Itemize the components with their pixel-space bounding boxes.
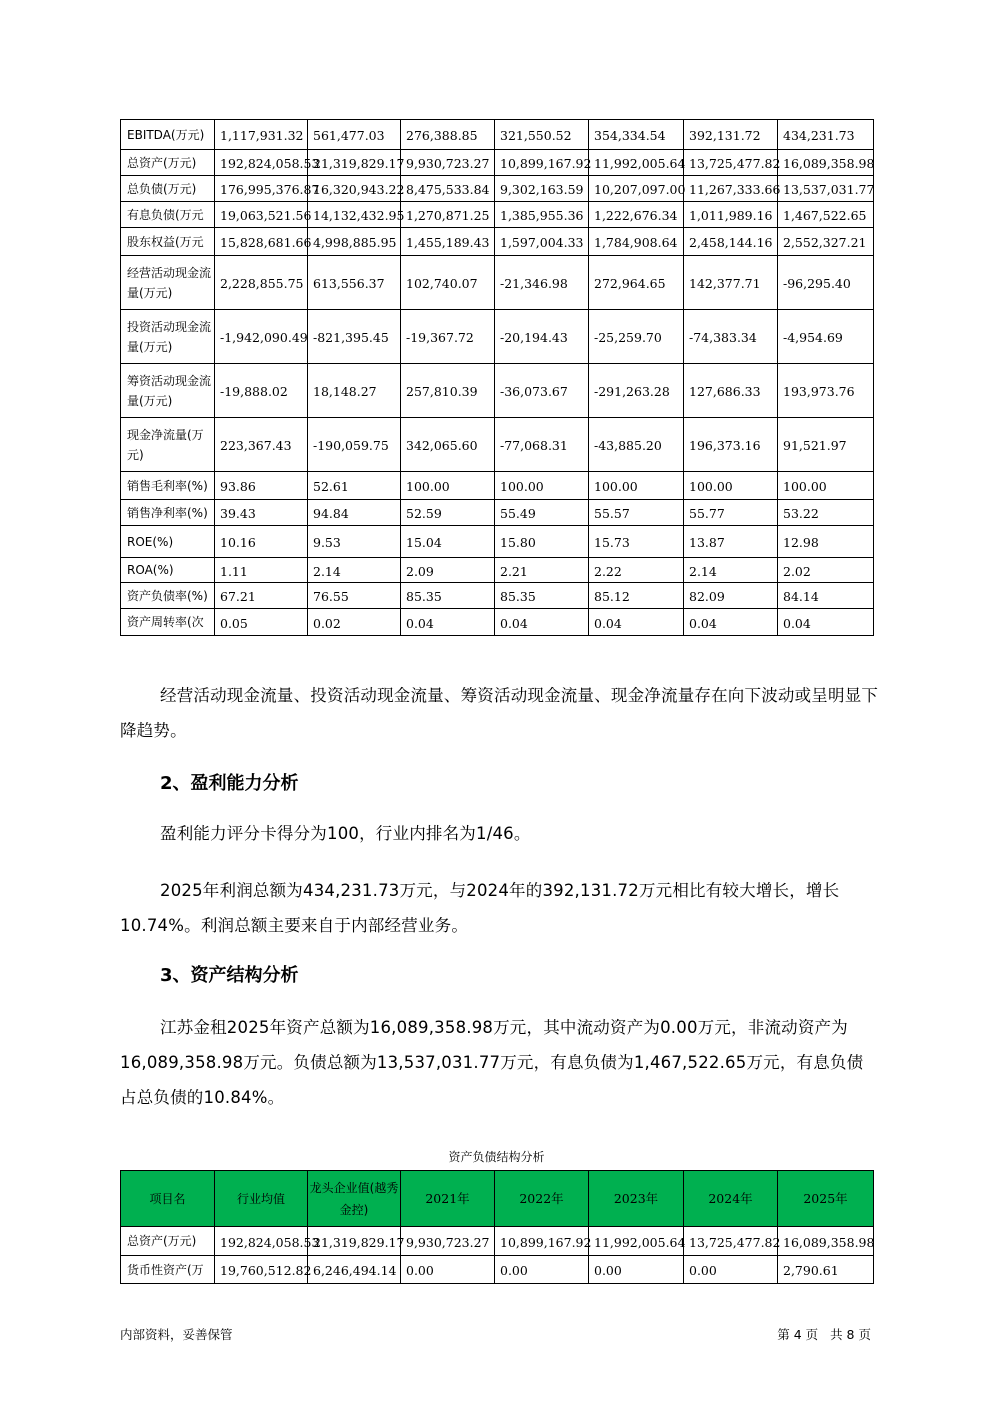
table-cell: 2,458,144.16 — [684, 228, 778, 256]
table-row — [121, 609, 874, 636]
footer-confidential: 内部资料，妥善保管 — [120, 1327, 233, 1342]
row-label: 销售毛利率(%) — [121, 472, 215, 500]
header-cell: 2021年 — [401, 1171, 495, 1227]
table-cell: 193,973.76 — [778, 364, 874, 418]
table-cell: -19,888.02 — [215, 364, 308, 418]
row-label: ROA(%) — [121, 558, 215, 583]
table-cell: 192,824,058.53 — [215, 1227, 308, 1256]
table-cell: -19,367.72 — [401, 310, 495, 364]
table-cell: 354,334.54 — [589, 120, 684, 150]
table-cell: 15.73 — [589, 526, 684, 558]
table-cell: 52.59 — [401, 500, 495, 526]
header-cell: 2025年 — [778, 1171, 874, 1227]
row-label: ROE(%) — [121, 526, 215, 558]
table-cell: 55.57 — [589, 500, 684, 526]
debt-table-caption: 资产负债结构分析 — [448, 1150, 545, 1164]
table-cell: 100.00 — [684, 472, 778, 500]
row-label: 总负债(万元) — [121, 176, 215, 202]
asset-structure-paragraph: 江苏金租2025年资产总额为16,089,358.98万元，其中流动资产为0.00万元，非流动资产为16,089,358.98万元。负债总额为13,537,031.77万元，有息负债为1,467,522.65万元，有息负债占总负债的10.84%。 — [120, 1018, 864, 1107]
table-cell: 2.14 — [684, 558, 778, 583]
table-cell: 196,373.16 — [684, 418, 778, 472]
table-cell: 342,065.60 — [401, 418, 495, 472]
table-cell: 176,995,376.87 — [215, 176, 308, 202]
table-cell: 434,231.73 — [778, 120, 874, 150]
table-cell: 21,319,829.17 — [308, 150, 401, 176]
table-row — [121, 228, 874, 256]
row-label: 有息负债(万元 — [121, 202, 215, 228]
table-cell: 39.43 — [215, 500, 308, 526]
table-cell: 0.04 — [589, 609, 684, 636]
table-cell: 2,790.61 — [778, 1256, 874, 1284]
table-cell: 561,477.03 — [308, 120, 401, 150]
table-cell: 13,725,477.82 — [684, 1227, 778, 1256]
row-label: 销售净利率(%) — [121, 500, 215, 526]
table-cell: 2.09 — [401, 558, 495, 583]
table-cell: 13,725,477.82 — [684, 150, 778, 176]
header-cell: 龙头企业值(越秀金控) — [308, 1171, 401, 1227]
table-cell: 192,824,058.53 — [215, 150, 308, 176]
table-row — [121, 558, 874, 583]
table-cell: 67.21 — [215, 583, 308, 609]
table-cell: 16,089,358.98 — [778, 1227, 874, 1256]
table-cell: -43,885.20 — [589, 418, 684, 472]
table-cell: 11,992,005.64 — [589, 1227, 684, 1256]
cashflow-paragraph: 经营活动现金流量、投资活动现金流量、筹资活动现金流量、现金净流量存在向下波动或呈明显下降趋势。 — [120, 686, 879, 740]
table-cell: -25,259.70 — [589, 310, 684, 364]
table-row — [121, 583, 874, 609]
table-cell: 18,148.27 — [308, 364, 401, 418]
table-cell: 53.22 — [778, 500, 874, 526]
table-row — [121, 176, 874, 202]
asset-liability-table — [120, 1170, 874, 1284]
header-cell: 项目名 — [121, 1171, 215, 1227]
table-cell: 55.77 — [684, 500, 778, 526]
row-label: 筹资活动现金流量(万元) — [121, 364, 215, 418]
table-cell: 85.35 — [401, 583, 495, 609]
row-label: 资产周转率(次 — [121, 609, 215, 636]
table-cell: 1,385,955.36 — [495, 202, 589, 228]
table-cell: 2,552,327.21 — [778, 228, 874, 256]
table-cell: 16,320,943.22 — [308, 176, 401, 202]
table-cell: 15.80 — [495, 526, 589, 558]
table-cell: 0.04 — [401, 609, 495, 636]
table-cell: 94.84 — [308, 500, 401, 526]
table-cell: -96,295.40 — [778, 256, 874, 310]
table-row — [121, 364, 874, 418]
table-cell: 82.09 — [684, 583, 778, 609]
table-cell: 85.12 — [589, 583, 684, 609]
table-cell: 223,367.43 — [215, 418, 308, 472]
table-cell: 100.00 — [495, 472, 589, 500]
table-cell: -1,942,090.49 — [215, 310, 308, 364]
table-cell: 2,228,855.75 — [215, 256, 308, 310]
table-cell: 10,207,097.00 — [589, 176, 684, 202]
table-cell: 15.04 — [401, 526, 495, 558]
table-row — [121, 500, 874, 526]
table-cell: 9,930,723.27 — [401, 1227, 495, 1256]
table-cell: 16,089,358.98 — [778, 150, 874, 176]
table-cell: 10,899,167.92 — [495, 1227, 589, 1256]
table-cell: 0.00 — [684, 1256, 778, 1284]
table-cell: 272,964.65 — [589, 256, 684, 310]
row-label: 货币性资产(万 — [121, 1256, 215, 1284]
table-cell: -291,263.28 — [589, 364, 684, 418]
table-cell: 55.49 — [495, 500, 589, 526]
table-cell: 6,246,494.14 — [308, 1256, 401, 1284]
profit-total-paragraph: 2025年利润总额为434,231.73万元，与2024年的392,131.72万元相比有较大增长，增长10.74%。利润总额主要来自于内部经营业务。 — [120, 881, 840, 935]
table-cell: 2.02 — [778, 558, 874, 583]
table-cell: 11,992,005.64 — [589, 150, 684, 176]
table-cell: -190,059.75 — [308, 418, 401, 472]
row-label: 资产负债率(%) — [121, 583, 215, 609]
table-cell: 52.61 — [308, 472, 401, 500]
header-cell: 行业均值 — [215, 1171, 308, 1227]
table-cell: -4,954.69 — [778, 310, 874, 364]
table-cell: -21,346.98 — [495, 256, 589, 310]
table-cell: 100.00 — [589, 472, 684, 500]
table-cell: 321,550.52 — [495, 120, 589, 150]
footer-page-number: 第 4 页 共 8 页 — [777, 1327, 871, 1342]
table-cell: 0.04 — [778, 609, 874, 636]
table-header-row — [121, 1171, 874, 1227]
table-cell: 93.86 — [215, 472, 308, 500]
table-cell: 15,828,681.66 — [215, 228, 308, 256]
row-label: EBITDA(万元) — [121, 120, 215, 150]
table-cell: 1,270,871.25 — [401, 202, 495, 228]
table-cell: 84.14 — [778, 583, 874, 609]
table-cell: 2.21 — [495, 558, 589, 583]
table-row — [121, 310, 874, 364]
table-cell: 12.98 — [778, 526, 874, 558]
table-cell: 257,810.39 — [401, 364, 495, 418]
table-cell: -20,194.43 — [495, 310, 589, 364]
table-cell: 0.00 — [401, 1256, 495, 1284]
table-cell: 1,455,189.43 — [401, 228, 495, 256]
table-row — [121, 150, 874, 176]
table-cell: 392,131.72 — [684, 120, 778, 150]
header-cell: 2024年 — [684, 1171, 778, 1227]
table-row — [121, 526, 874, 558]
table-cell: -74,383.34 — [684, 310, 778, 364]
table-cell: 0.04 — [684, 609, 778, 636]
table-cell: 0.00 — [589, 1256, 684, 1284]
profitability-heading: 2、盈利能力分析 — [160, 773, 299, 794]
financial-metrics-table — [120, 119, 874, 636]
row-label: 总资产(万元) — [121, 150, 215, 176]
table-cell: 1,597,004.33 — [495, 228, 589, 256]
table-cell: 613,556.37 — [308, 256, 401, 310]
table-cell: -821,395.45 — [308, 310, 401, 364]
table-cell: 1,011,989.16 — [684, 202, 778, 228]
table-row — [121, 418, 874, 472]
table-cell: 91,521.97 — [778, 418, 874, 472]
table-cell: 85.35 — [495, 583, 589, 609]
table-cell: 142,377.71 — [684, 256, 778, 310]
table-cell: 19,760,512.82 — [215, 1256, 308, 1284]
table-cell: 100.00 — [401, 472, 495, 500]
table-cell: 1,222,676.34 — [589, 202, 684, 228]
row-label: 股东权益(万元 — [121, 228, 215, 256]
table-cell: 276,388.85 — [401, 120, 495, 150]
table-cell: 0.04 — [495, 609, 589, 636]
table-cell: 2.14 — [308, 558, 401, 583]
row-label: 投资活动现金流量(万元) — [121, 310, 215, 364]
table-cell: 14,132,432.95 — [308, 202, 401, 228]
table-cell: 8,475,533.84 — [401, 176, 495, 202]
table-cell: 9,302,163.59 — [495, 176, 589, 202]
table-cell: 1,117,931.32 — [215, 120, 308, 150]
row-label: 现金净流量(万元) — [121, 418, 215, 472]
table-cell: 10.16 — [215, 526, 308, 558]
table-cell: 76.55 — [308, 583, 401, 609]
table-cell: 0.00 — [495, 1256, 589, 1284]
table-cell: 0.05 — [215, 609, 308, 636]
table-row — [121, 120, 874, 150]
table-cell: 2.22 — [589, 558, 684, 583]
header-cell: 2023年 — [589, 1171, 684, 1227]
table-row — [121, 1256, 874, 1284]
table-cell: 1.11 — [215, 558, 308, 583]
table-cell: 4,998,885.95 — [308, 228, 401, 256]
table-cell: 100.00 — [778, 472, 874, 500]
table-row — [121, 1227, 874, 1256]
profit-score-paragraph: 盈利能力评分卡得分为100，行业内排名为1/46。 — [160, 824, 531, 843]
row-label: 总资产(万元) — [121, 1227, 215, 1256]
table-row — [121, 202, 874, 228]
table-cell: 11,267,333.66 — [684, 176, 778, 202]
table-cell: 10,899,167.92 — [495, 150, 589, 176]
asset-structure-heading: 3、资产结构分析 — [160, 965, 299, 986]
table-cell: 13,537,031.77 — [778, 176, 874, 202]
table-cell: -77,068.31 — [495, 418, 589, 472]
table-row — [121, 472, 874, 500]
table-cell: 9,930,723.27 — [401, 150, 495, 176]
header-cell: 2022年 — [495, 1171, 589, 1227]
table-cell: 19,063,521.56 — [215, 202, 308, 228]
table-cell: 9.53 — [308, 526, 401, 558]
table-cell: 102,740.07 — [401, 256, 495, 310]
table-cell: 13.87 — [684, 526, 778, 558]
table-cell: 1,467,522.65 — [778, 202, 874, 228]
table-cell: -36,073.67 — [495, 364, 589, 418]
table-cell: 21,319,829.17 — [308, 1227, 401, 1256]
table-cell: 1,784,908.64 — [589, 228, 684, 256]
table-row — [121, 256, 874, 310]
table-cell: 0.02 — [308, 609, 401, 636]
row-label: 经营活动现金流量(万元) — [121, 256, 215, 310]
table-cell: 127,686.33 — [684, 364, 778, 418]
